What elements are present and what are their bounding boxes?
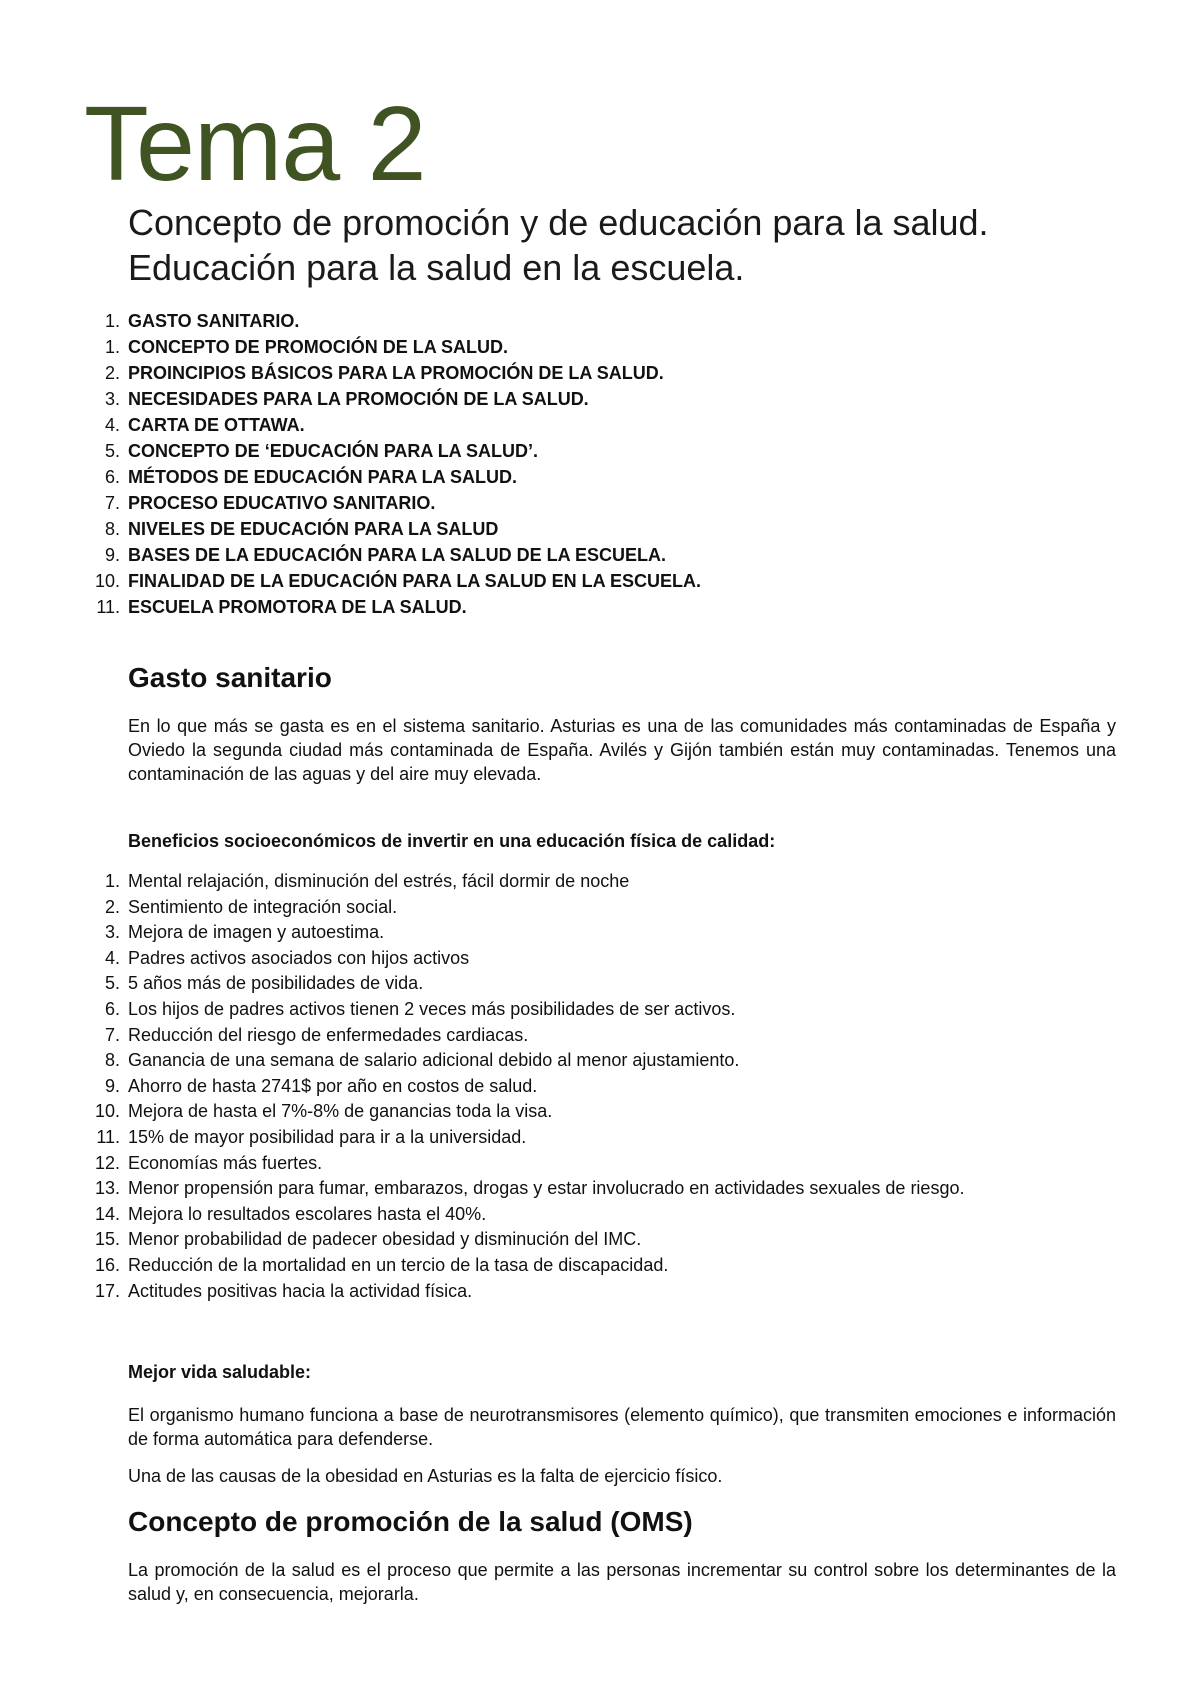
benefits-list [84,869,1116,1304]
toc-item [84,568,1116,594]
list-item-text: Sentimiento de integración social. [128,896,398,917]
list-item-number: 1. [104,871,120,891]
toc-item [84,308,1116,334]
list-item [84,1279,1116,1305]
toc-item-number: 11. [96,597,120,617]
list-item [84,1202,1116,1228]
list-item-number: 15. [94,1229,120,1250]
toc-item [84,516,1116,542]
toc-item-number: 1. [104,311,120,331]
list-item [84,1099,1116,1125]
list-item [84,1253,1116,1279]
document-title: Tema 2 [84,85,426,203]
toc-item-number: 2. [104,363,120,383]
toc-item [84,542,1116,568]
toc-item-text: NIVELES DE EDUCACIÓN PARA LA SALUD [128,519,499,539]
list-item-text: Ahorro de hasta 2741$ por año en costos de salud. [128,1075,538,1096]
list-item [84,1227,1116,1253]
list-item [84,1074,1116,1100]
toc-item-text: CONCEPTO DE PROMOCIÓN DE LA SALUD. [128,337,509,357]
section-heading-oms: Concepto de promoción de la salud (OMS) [128,1506,693,1537]
toc-item-number: 5. [104,441,120,461]
toc-item-number: 10. [94,571,120,591]
list-item-text: 5 años más de posibilidades de vida. [128,973,424,994]
list-item [84,971,1116,997]
document-subtitle [128,200,1128,290]
list-item-text: Mejora lo resultados escolares hasta el 40%. [128,1203,487,1224]
list-item [84,1048,1116,1074]
toc-item [84,360,1116,386]
list-item [84,895,1116,921]
toc-item-text: GASTO SANITARIO. [128,311,300,331]
toc-item-text: NECESIDADES PARA LA PROMOCIÓN DE LA SALUD. [128,389,589,409]
list-item-text: Mental relajación, disminución del estrés, fácil dormir de noche [128,871,630,891]
list-item [84,946,1116,972]
mejor-vida-paragraph: El organismo humano funciona a base de neurotransmisores (elemento químico), que transmiten emociones e información de forma automática para defenderse. [128,1405,1116,1449]
benefits-subheading: Beneficios socioeconómicos de invertir en una educación física de calidad: [128,831,776,851]
subtitle-line: Concepto de promoción y de educación para la salud. [128,202,989,243]
list-item-text: Mejora de imagen y autoestima. [128,922,385,943]
list-item-number: 8. [104,1050,120,1071]
toc-item-number: 6. [104,467,120,487]
list-item [84,1125,1116,1151]
list-item [84,920,1116,946]
list-item-number: 12. [94,1152,120,1173]
list-item [84,1176,1116,1202]
list-item-number: 13. [94,1178,120,1199]
list-item-text: Menor propensión para fumar, embarazos, drogas y estar involucrado en actividades sexuales de riesgo. [128,1178,965,1199]
toc-item-text: BASES DE LA EDUCACIÓN PARA LA SALUD DE LA ESCUELA. [128,545,667,565]
toc-item-number: 7. [104,493,120,513]
list-item [84,997,1116,1023]
list-item-number: 9. [104,1075,120,1096]
list-item-number: 17. [94,1280,120,1301]
list-item-text: Los hijos de padres activos tienen 2 veces más posibilidades de ser activos. [128,998,736,1019]
list-item-text: Reducción del riesgo de enfermedades cardiacas. [128,1024,529,1045]
toc-item [84,386,1116,412]
table-of-contents [84,308,1116,620]
list-item-number: 4. [104,947,120,968]
toc-item-text: PROINCIPIOS BÁSICOS PARA LA PROMOCIÓN DE LA SALUD. [128,363,664,383]
toc-item [84,438,1116,464]
list-item-number: 16. [94,1254,120,1275]
toc-item [84,412,1116,438]
list-item-text: Padres activos asociados con hijos activos [128,947,470,968]
subtitle-line: Educación para la salud en la escuela. [128,247,745,288]
gasto-paragraph: En lo que más se gasta es en el sistema sanitario. Asturias es una de las comunidades más contaminadas de España y Oviedo la segunda ciudad más contaminada de España. Avilés y Gijón también están muy contaminadas. Tenemos una contaminación de las aguas y del aire muy elevada. [128,716,1116,784]
list-item-number: 7. [104,1024,120,1045]
toc-item [84,334,1116,360]
list-item-text: Menor probabilidad de padecer obesidad y disminución del IMC. [128,1229,642,1250]
list-item-text: 15% de mayor posibilidad para ir a la universidad. [128,1126,527,1147]
list-item-number: 3. [104,922,120,943]
toc-item-number: 8. [104,519,120,539]
list-item-number: 11. [96,1126,120,1147]
toc-item [84,464,1116,490]
list-item [84,1151,1116,1177]
section-heading-gasto: Gasto sanitario [128,662,332,693]
toc-item [84,490,1116,516]
oms-paragraph: La promoción de la salud es el proceso que permite a las personas incrementar su control sobre los determinantes de la salud y, en consecuencia, mejorarla. [128,1560,1116,1604]
list-item-number: 6. [104,998,120,1019]
list-item-text: Reducción de la mortalidad en un tercio de la tasa de discapacidad. [128,1254,669,1275]
toc-item-text: PROCESO EDUCATIVO SANITARIO. [128,493,436,513]
toc-item-text: CARTA DE OTTAWA. [128,415,305,435]
toc-item-number: 1. [104,337,120,357]
list-item [84,869,1116,895]
list-item-number: 2. [104,896,120,917]
toc-item [84,594,1116,620]
toc-item-text: MÉTODOS DE EDUCACIÓN PARA LA SALUD. [128,467,518,487]
toc-item-text: CONCEPTO DE ‘EDUCACIÓN PARA LA SALUD’. [128,441,539,461]
toc-item-number: 4. [104,415,120,435]
list-item-text: Mejora de hasta el 7%-8% de ganancias toda la visa. [128,1101,553,1122]
toc-item-text: ESCUELA PROMOTORA DE LA SALUD. [128,597,467,617]
obesidad-paragraph: Una de las causas de la obesidad en Asturias es la falta de ejercicio físico. [128,1466,723,1486]
toc-item-text: FINALIDAD DE LA EDUCACIÓN PARA LA SALUD EN LA ESCUELA. [128,571,701,591]
list-item-text: Economías más fuertes. [128,1152,323,1173]
list-item [84,1023,1116,1049]
list-item-text: Actitudes positivas hacia la actividad física. [128,1280,473,1301]
toc-item-number: 9. [104,545,120,565]
toc-item-number: 3. [104,389,120,409]
list-item-number: 10. [94,1101,120,1122]
list-item-number: 5. [104,973,120,994]
mejor-vida-heading: Mejor vida saludable: [128,1362,312,1382]
list-item-text: Ganancia de una semana de salario adicional debido al menor ajustamiento. [128,1050,740,1071]
list-item-number: 14. [94,1203,120,1224]
